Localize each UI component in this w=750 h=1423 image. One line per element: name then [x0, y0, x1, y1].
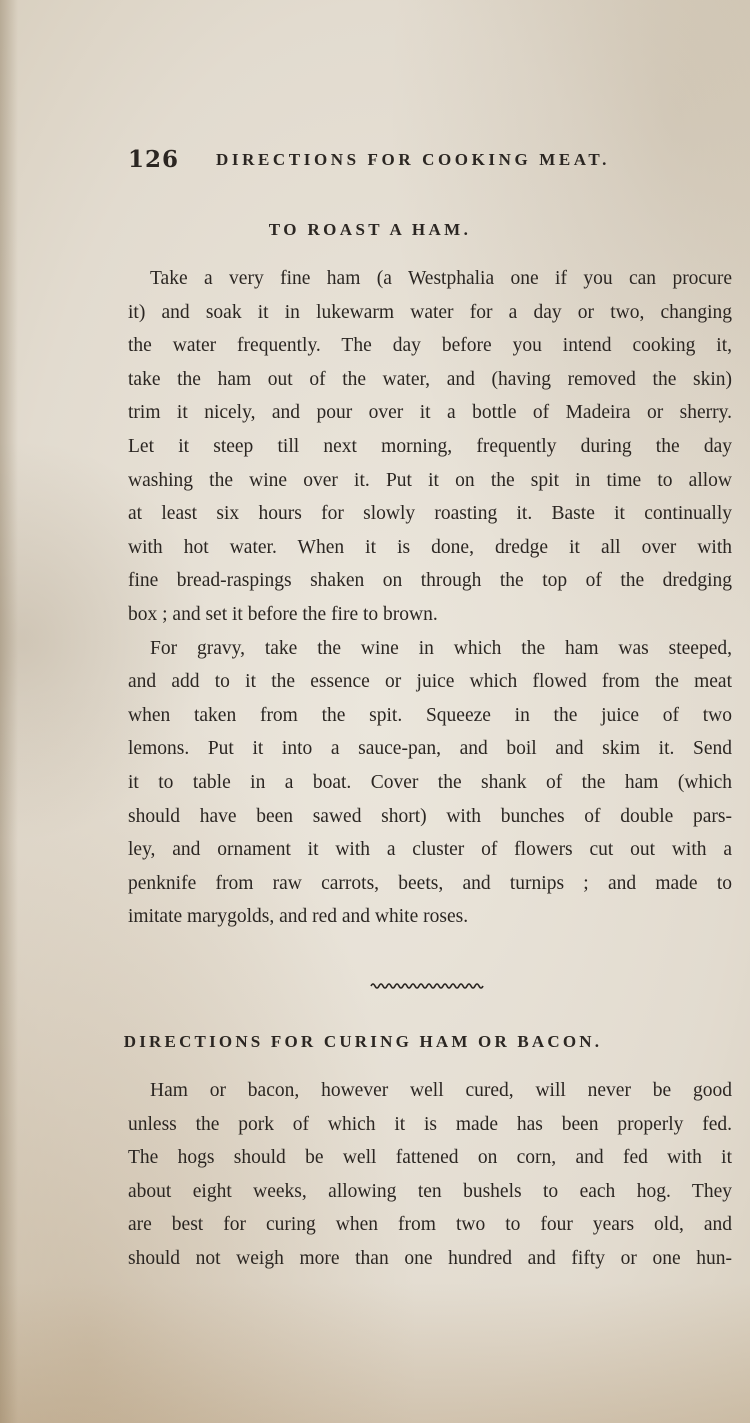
section-title-curing-ham: DIRECTIONS FOR CURING HAM OR BACON.	[123, 1032, 603, 1051]
running-head: DIRECTIONS FOR COOKING MEAT.	[216, 150, 610, 169]
text-line: trim it nicely, and pour over it a bottle of Madeira or sherry.	[128, 402, 732, 424]
text-line: it to table in a boat. Cover the shank of the ham (which	[128, 771, 732, 793]
page-stain	[0, 1283, 750, 1423]
section-divider-ornament	[369, 980, 485, 992]
text-line: Let it steep till next morning, frequently during the day	[128, 435, 732, 457]
text-line: are best for curing when from two to four years old, and	[128, 1214, 732, 1236]
text-line: when taken from the spit. Squeeze in the juice of two	[128, 704, 732, 726]
text-line: with hot water. When it is done, dredge it all over with	[128, 536, 732, 558]
page-edge-shadow	[0, 0, 18, 1423]
text-line: and add to it the essence or juice which flowed from the meat	[128, 671, 732, 693]
text-line: For gravy, take the wine in which the ham was steeped,	[150, 637, 732, 659]
text-line: imitate marygolds, and red and white roses.	[128, 906, 469, 928]
text-line: should not weigh more than one hundred and fifty or one hun-	[128, 1247, 732, 1269]
section-title-roast-ham: TO ROAST A HAM.	[268, 220, 472, 239]
text-line: it) and soak it in lukewarm water for a day or two, changing	[128, 301, 732, 323]
text-line: Take a very fine ham (a Westphalia one if you can procure	[150, 268, 732, 289]
text-line: unless the pork of which it is made has been properly fed.	[128, 1113, 732, 1135]
text-line: at least six hours for slowly roasting it. Baste it continually	[128, 503, 732, 525]
text-line: take the ham out of the water, and (having removed the skin)	[128, 368, 732, 390]
text-line: lemons. Put it into a sauce-pan, and boil and skim it. Send	[128, 738, 732, 760]
text-line: about eight weeks, allowing ten bushels to each hog. They	[128, 1180, 732, 1202]
text-line: the water frequently. The day before you intend cooking it,	[128, 335, 732, 357]
page-number: 126	[128, 146, 180, 173]
recipe-text-curing-ham	[128, 1074, 732, 1276]
text-line: should have been sawed short) with bunches of double pars-	[128, 805, 732, 827]
text-line: Ham or bacon, however well cured, will never be good	[150, 1080, 732, 1101]
page-header	[128, 146, 688, 178]
text-line: fine bread-raspings shaken on through the top of the dredging	[128, 570, 732, 592]
text-line: washing the wine over it. Put it on the spit in time to allow	[128, 469, 732, 491]
text-line: The hogs should be well fattened on corn, and fed with it	[128, 1147, 732, 1169]
text-line: box ; and set it before the fire to brown.	[128, 603, 438, 625]
recipe-text-roast-ham	[128, 262, 732, 934]
text-line: penknife from raw carrots, beets, and turnips ; and made to	[128, 872, 732, 894]
text-line: ley, and ornament it with a cluster of flowers cut out with a	[128, 839, 732, 861]
